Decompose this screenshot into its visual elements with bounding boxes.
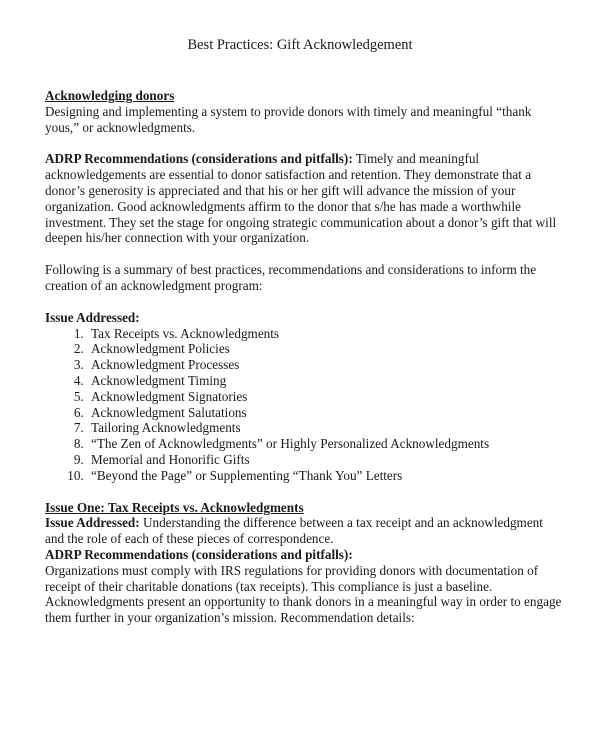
- list-item: 4. Acknowledgment Timing: [87, 373, 565, 389]
- list-item: 10. “Beyond the Page” or Supplementing “Thank You” Letters: [87, 468, 565, 484]
- adrp-recommendations-paragraph: [45, 151, 565, 246]
- issue-list: [45, 326, 565, 484]
- issue-one-recommendations-text: Organizations must comply with IRS regulations for providing donors with documentation of receipt of their charitable donations (tax receipts). This compliance is just a baseline. Acknowledgments present an opportunity to thank donors in a meaningful way in order to engage them further in your organization’s mission. Recommendation details:: [45, 562, 562, 626]
- list-item: 6. Acknowledgment Salutations: [87, 405, 565, 421]
- document-body: [45, 88, 565, 626]
- page-title: Best Practices: Gift Acknowledgement: [187, 37, 413, 53]
- issue-addressed-heading: Issue Addressed:: [45, 309, 140, 325]
- list-item: 1. Tax Receipts vs. Acknowledgments: [87, 326, 565, 342]
- list-item: 8. “The Zen of Acknowledgments” or Highly Personalized Acknowledgments: [87, 436, 565, 452]
- acknowledging-donors-text: Designing and implementing a system to provide donors with timely and meaningful “thank yous,” or acknowledgments.: [45, 103, 532, 135]
- section-heading-acknowledging-donors: Acknowledging donors: [45, 88, 175, 103]
- list-item: 9. Memorial and Honorific Gifts: [87, 452, 565, 468]
- summary-intro-text: Following is a summary of best practices, recommendations and considerations to inform the creation of an acknowledgment program:: [45, 262, 537, 293]
- issue-one-addressed-paragraph: [45, 515, 565, 547]
- list-item: 7. Tailoring Acknowledgments: [87, 420, 565, 436]
- adrp-recommendations-text: Timely and meaningful acknowledgements are essential to donor satisfaction and retention. They demonstrate that a donor’s generosity is appreciated and that his or her gift will advance the mission of your organization. Good acknowledgments affirm to the donor that s/he has made a worthwhile investment. They set the stage for ongoing strategic communication about a donor’s gift that will deepen his/her connection with your organization.: [45, 151, 557, 246]
- issue-one-addressed-text: Understanding the difference between a tax receipt and an acknowledgment and the role of each of these pieces of correspondence.: [45, 515, 543, 547]
- issue-one-addressed-label: Issue Addressed:: [45, 515, 140, 531]
- list-item: 3. Acknowledgment Processes: [87, 357, 565, 373]
- issue-one-heading: Issue One: Tax Receipts vs. Acknowledgments: [45, 499, 304, 515]
- issue-one-recommendations-label: ADRP Recommendations (considerations and pitfalls):: [45, 546, 353, 562]
- list-item: 2. Acknowledgment Policies: [87, 341, 565, 357]
- list-item: 5. Acknowledgment Signatories: [87, 389, 565, 405]
- adrp-recommendations-label: ADRP Recommendations (considerations and pitfalls):: [45, 151, 353, 167]
